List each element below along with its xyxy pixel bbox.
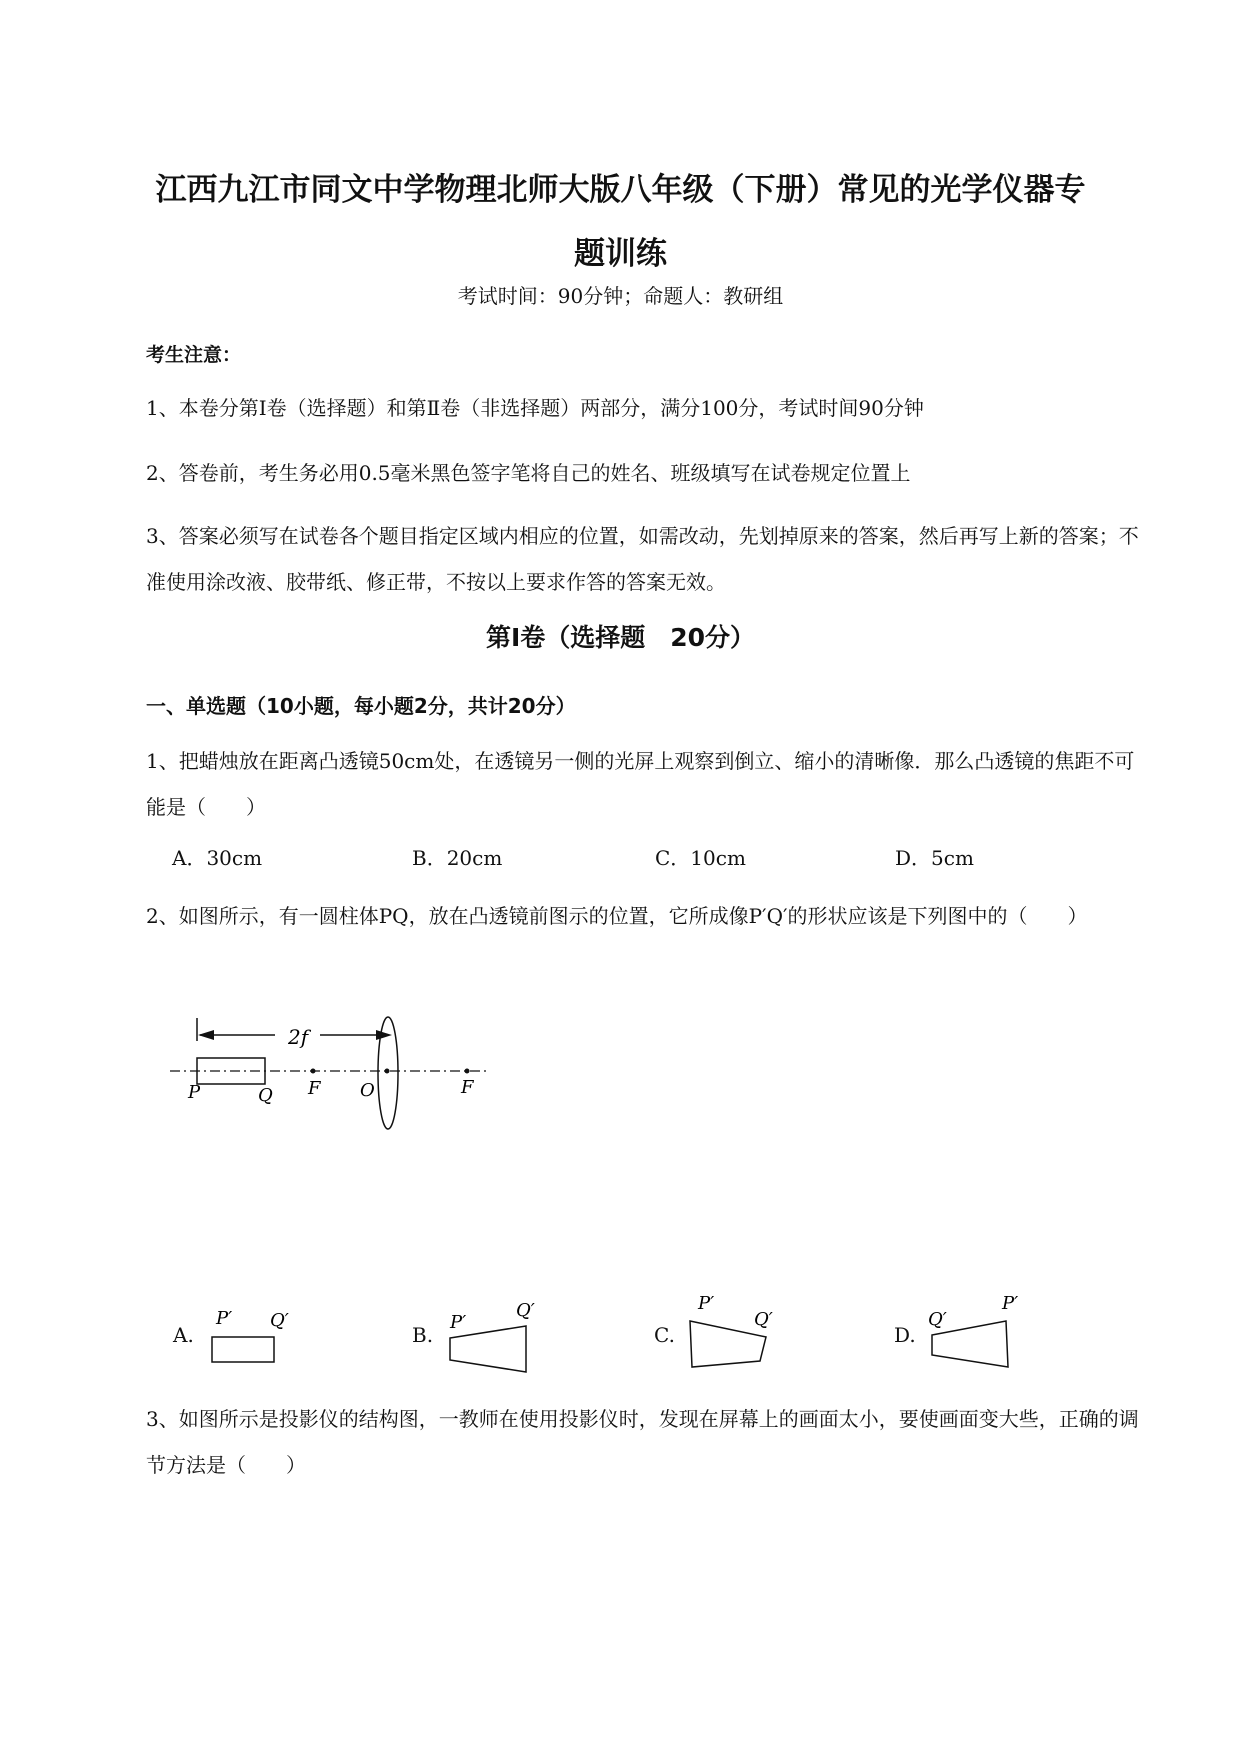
q1-option-b: B．20cm	[412, 846, 503, 870]
label-q: Q	[258, 1085, 273, 1106]
q1-option-c: C．10cm	[655, 846, 746, 870]
label-q-prime: Q′	[516, 1300, 535, 1321]
notice-item-1: 1、本卷分第Ⅰ卷（选择题）和第Ⅱ卷（非选择题）两部分，满分100分，考试时间90分钟	[146, 396, 924, 420]
title-line-2: 题训练	[574, 236, 667, 272]
exam-meta: 考试时间：90分钟；命题人：教研组	[457, 284, 784, 308]
title-line-1: 江西九江市同文中学物理北师大版八年级（下册）常见的光学仪器专	[155, 172, 1086, 208]
q2-option-d-figure	[920, 1285, 1040, 1380]
q1-option-d: D．5cm	[895, 846, 974, 870]
label-q-prime: Q′	[928, 1309, 947, 1330]
q2-option-a: A.	[173, 1323, 194, 1347]
notice-item-2: 2、答卷前，考生务必用0.5毫米黑色签字笔将自己的姓名、班级填写在试卷规定位置上	[146, 461, 911, 485]
q2-option-a-figure	[200, 1300, 300, 1370]
page-title	[100, 158, 1141, 286]
notice-item-3: 3、答案必须写在试卷各个题目指定区域内相应的位置，如需改动，先划掉原来的答案，然后再写上新的答案；不准使用涂改液、胶带纸、修正带，不按以上要求作答的答案无效。	[146, 524, 1139, 594]
label-f-right: F	[461, 1077, 474, 1098]
q2-option-d: D.	[894, 1323, 916, 1347]
label-q-prime: Q′	[270, 1310, 289, 1331]
notice-title: 考生注意：	[146, 344, 242, 366]
question-2-text: 2、如图所示，有一圆柱体PQ，放在凸透镜前图示的位置，它所成像P′Q′的形状应该是下列图中的（ ）	[146, 904, 1088, 928]
label-f-left: F	[308, 1078, 321, 1099]
label-p: P	[188, 1082, 201, 1103]
q2-option-b-figure	[440, 1290, 550, 1380]
label-2f: 2f	[288, 1025, 309, 1049]
label-p-prime: P′	[450, 1312, 467, 1333]
label-p-prime: P′	[698, 1293, 715, 1314]
q2-option-c-figure	[680, 1285, 800, 1380]
label-o: O	[360, 1080, 375, 1101]
lens-diagram	[170, 1015, 500, 1135]
part-heading: 一、单选题（10小题，每小题2分，共计20分）	[146, 694, 576, 718]
question-3-text: 3、如图所示是投影仪的结构图，一教师在使用投影仪时，发现在屏幕上的画面太小，要使画面变大些，正确的调节方法是（ ）	[146, 1407, 1139, 1477]
q2-option-c: C.	[654, 1323, 675, 1347]
label-p-prime: P′	[1002, 1293, 1019, 1314]
label-q-prime: Q′	[754, 1309, 773, 1330]
q2-option-b: B.	[412, 1323, 434, 1347]
q1-option-a: A．30cm	[172, 846, 263, 870]
question-1-text: 1、把蜡烛放在距离凸透镜50cm处，在透镜另一侧的光屏上观察到倒立、缩小的清晰像．那么凸透镜的焦距不可能是（ ）	[146, 749, 1135, 819]
section-title: 第Ⅰ卷（选择题 20分）	[485, 623, 756, 652]
label-p-prime: P′	[216, 1308, 233, 1329]
